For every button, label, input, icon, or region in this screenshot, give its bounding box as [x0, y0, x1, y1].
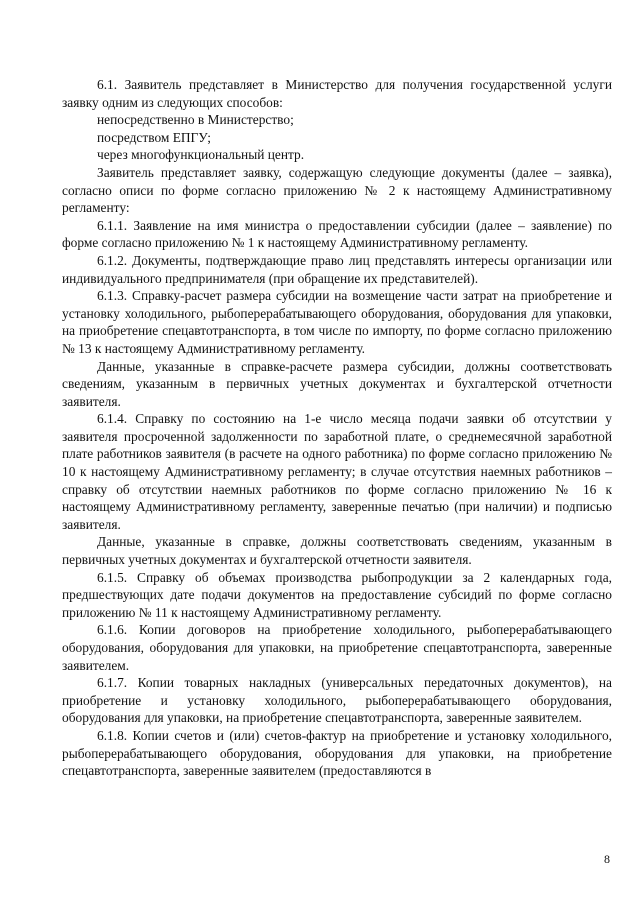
paragraph-data-calculation: Данные, указанные в справке-расчете размера субсидии, должны соответствовать сведениям, указанным в первичных учетных документах и бухгалтерской отчетности заявителя.: [62, 358, 612, 409]
paragraph-6-1-3: 6.1.3. Справку-расчет размера субсидии на возмещение части затрат на приобретение и установку холодильного, рыбоперерабатывающего оборудования, оборудования для упаковки, на приобретение спецавтотранспорта, в том числе по импорту, по форме согласно приложению № 13 к настоящему Административному регламенту.: [62, 288, 612, 356]
page-number: 8: [604, 852, 610, 866]
paragraph-6-1-8: 6.1.8. Копии счетов и (или) счетов-фактур на приобретение и установку холодильного, рыбоперерабатывающего оборудования, оборудования для упаковки, на приобретение спецавтотранспорта, заверенные заявителем (предоставляются в: [62, 727, 612, 779]
paragraph-data-reference: Данные, указанные в справке, должны соответствовать сведениям, указанным в первичных учетных документах и бухгалтерской отчетности заявителя.: [62, 534, 612, 568]
list-item-epgu: посредством ЕПГУ;: [97, 129, 211, 145]
paragraph-6-1-5: 6.1.5. Справку об объемах производства рыбопродукции за 2 календарных года, предшествующих дате подачи документов на предоставление субсидий по форме согласно приложению № 11 к настоящему Административному регламенту.: [62, 569, 612, 620]
paragraph-6-1-2: 6.1.2. Документы, подтверждающие право лиц представлять интересы организации или индивидуального предпринимателя (при обращение их представителей).: [62, 252, 612, 286]
list-item-ministry: непосредственно в Министерство;: [97, 112, 294, 128]
list-item-mfc: через многофункциональный центр.: [97, 147, 305, 163]
paragraph-6-1-1: 6.1.1. Заявление на имя министра о предоставлении субсидии (далее – заявление) по форме согласно приложению № 1 к настоящему Административному регламенту.: [62, 217, 612, 251]
document-body: [62, 76, 612, 780]
paragraph-6-1-6: 6.1.6. Копии договоров на приобретение холодильного, рыбоперерабатывающего оборудования, оборудования для упаковки, на приобретение спецавтотранспорта, заверенные заявителем.: [62, 622, 612, 673]
paragraph-application-contents: Заявитель представляет заявку, содержащую следующие документы (далее – заявка), согласно описи по форме согласно приложению № 2 к настоящему Административному регламенту:: [62, 164, 612, 216]
paragraph-6-1-4: 6.1.4. Справку по состоянию на 1-е число месяца подачи заявки об отсутствии у заявителя просроченной задолженности по заработной плате, о среднемесячной заработной плате работников заявителя (в расчете на одного работника) по форме согласно приложению № 10 к настоящему Административному регламенту; в случае отсутствия наемных работников – справку об отсутствии наемных работников по форме согласно приложению № 16 к настоящему Административному регламенту, заверенные печатью (при наличии) и подписью заявителя.: [62, 411, 612, 532]
paragraph-6-1-7: 6.1.7. Копии товарных накладных (универсальных передаточных документов), на приобретение и установку холодильного, рыбоперерабатывающего оборудования, оборудования для упаковки, на приобретение спецавтотранспорта, заверенные заявителем.: [62, 675, 612, 726]
paragraph-6-1: 6.1. Заявитель представляет в Министерство для получения государственной услуги заявку одним из следующих способов:: [62, 77, 612, 110]
